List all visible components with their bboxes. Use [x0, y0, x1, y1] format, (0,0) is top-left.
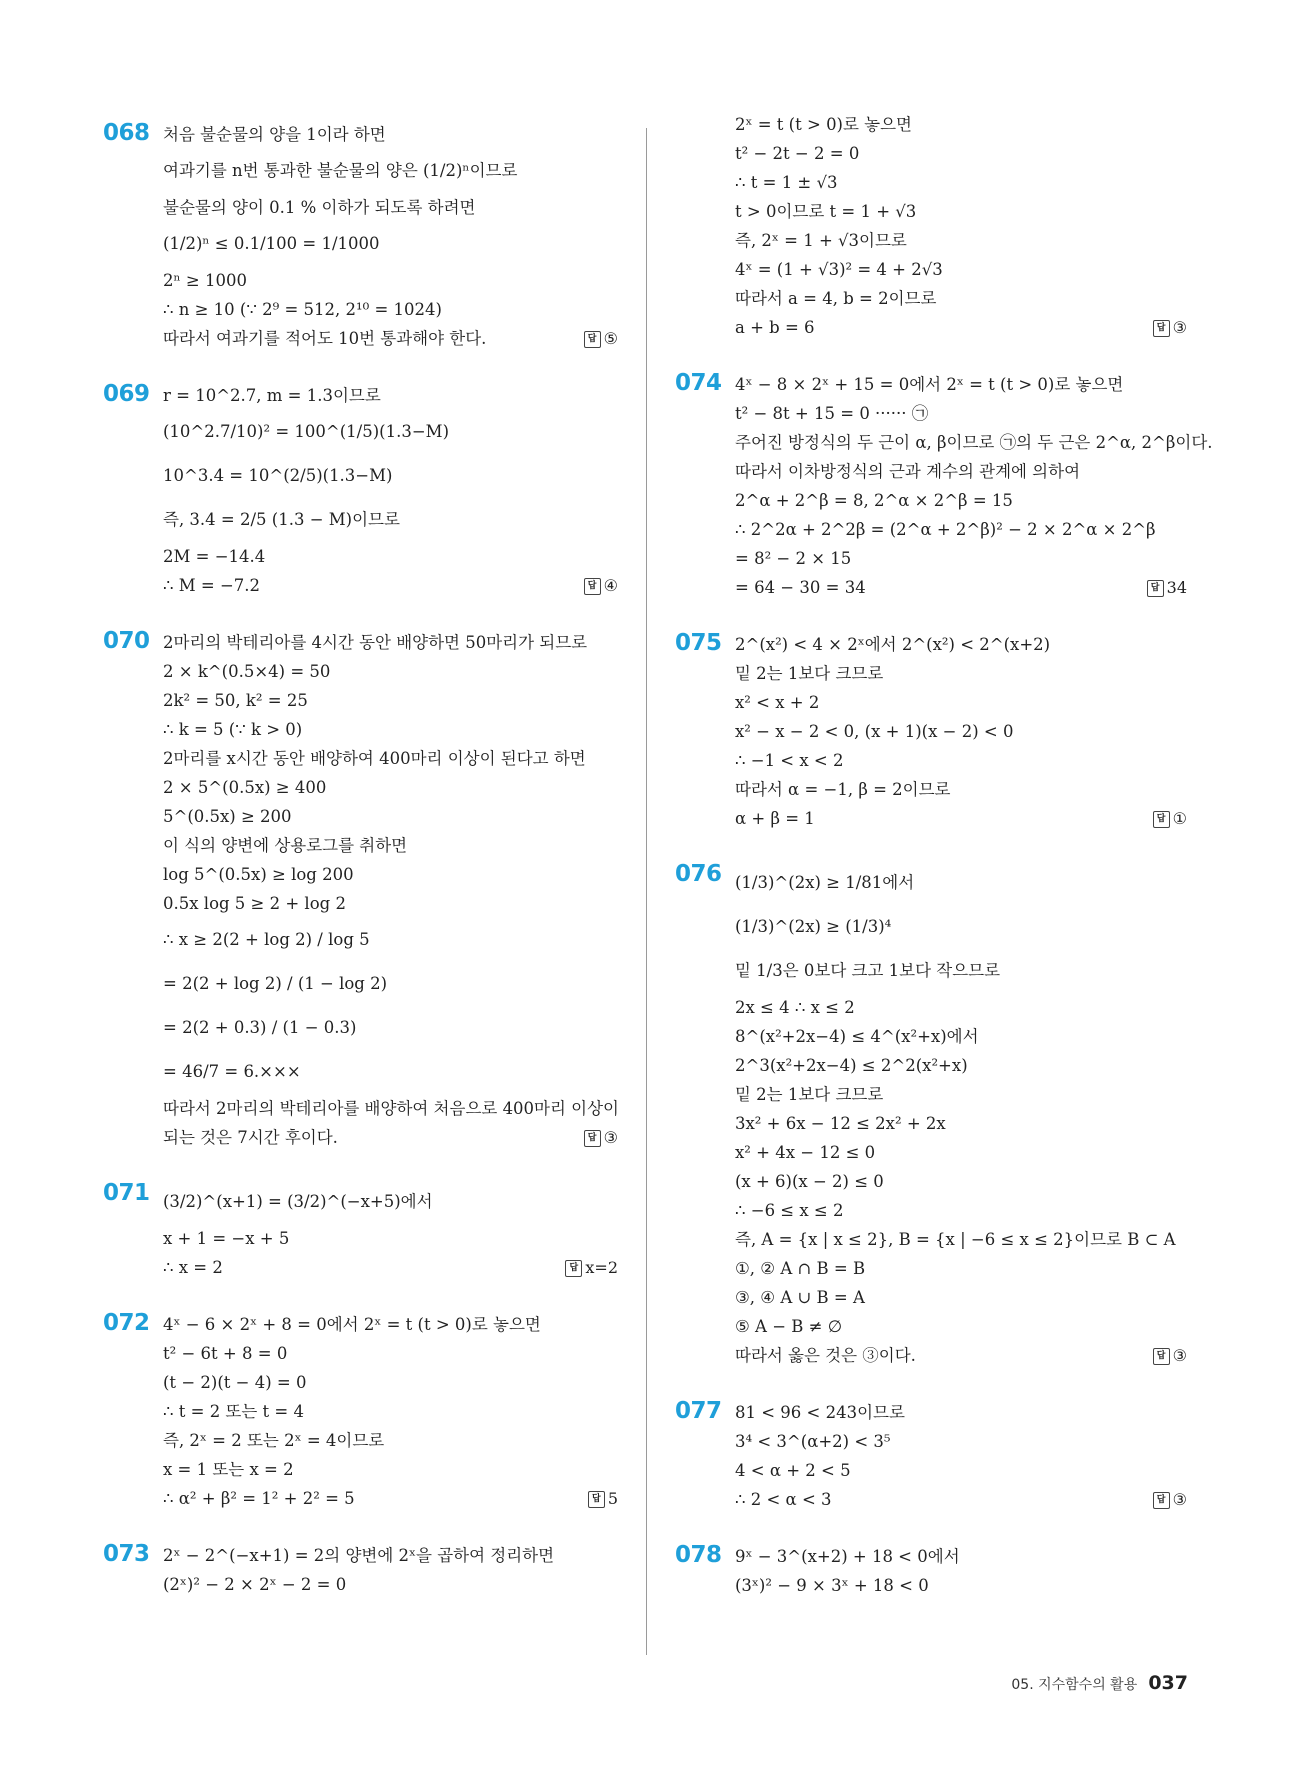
solution-line: ⑤ A − B ≠ ∅	[735, 1317, 843, 1336]
answer-value: ④	[603, 575, 618, 595]
answer-tag-icon: 답	[1153, 1492, 1170, 1509]
solution-line: (3/2)^(x+1) = (3/2)^(−x+5)에서	[163, 1192, 433, 1211]
answer-tag-icon: 답	[584, 578, 601, 595]
solution-line: 4ˣ − 8 × 2ˣ + 15 = 0에서 2ˣ = t (t > 0)로 놓으면	[735, 375, 1124, 394]
solution-line: ∴ −1 < x < 2	[735, 751, 844, 770]
answer-mark	[1153, 318, 1187, 337]
problem-number: 073	[103, 1541, 150, 1567]
solution-line: ∴ 2 < α < 3	[735, 1490, 832, 1509]
answer-value: ⑤	[603, 328, 618, 348]
solution-block	[103, 381, 618, 600]
solution-block	[103, 1541, 618, 1599]
solution-line: 2^(x²) < 4 × 2ˣ에서 2^(x²) < 2^(x+2)	[735, 635, 1051, 654]
solution-line: ∴ t = 2 또는 t = 4	[163, 1402, 304, 1421]
solution-line: (t − 2)(t − 4) = 0	[163, 1373, 307, 1392]
solution-block	[675, 630, 1187, 833]
solution-line: ∴ t = 1 ± √3	[735, 173, 838, 192]
answer-value: ③	[1172, 1489, 1187, 1509]
solution-line: 2마리의 박테리아를 4시간 동안 배양하면 50마리가 되므로	[163, 633, 588, 652]
answer-tag-icon: 답	[588, 1491, 605, 1508]
answer-tag-icon: 답	[1153, 811, 1170, 828]
solution-line: 2^3(x²+2x−4) ≤ 2^2(x²+x)	[735, 1056, 968, 1075]
left-column	[103, 120, 618, 1599]
solution-line: 처음 불순물의 양을 1이라 하면	[163, 125, 386, 144]
answer-value: ①	[1172, 808, 1187, 828]
solution-line: 따라서 옳은 것은 ③이다.	[735, 1346, 916, 1365]
solution-line: 따라서 여과기를 적어도 10번 통과해야 한다.	[163, 329, 487, 348]
solution-line: x² − x − 2 < 0, (x + 1)(x − 2) < 0	[735, 722, 1014, 741]
solution-body	[163, 1310, 618, 1513]
answer-value: 5	[607, 1488, 618, 1508]
answer-tag-icon: 답	[584, 331, 601, 348]
solution-line: a + b = 6	[735, 318, 815, 337]
page-number: 037	[1148, 1672, 1188, 1694]
solution-line: = 8² − 2 × 15	[735, 549, 852, 568]
solution-line: ③, ④ A ∪ B = A	[735, 1288, 865, 1307]
solution-block	[675, 1542, 1187, 1600]
solution-line: x² < x + 2	[735, 693, 820, 712]
solution-line: 4 < α + 2 < 5	[735, 1461, 851, 1480]
solution-line: 즉, 2ˣ = 1 + √3이므로	[735, 231, 907, 250]
solution-line: 즉, 3.4 = 2/5 (1.3 − M)이므로	[163, 510, 400, 529]
answer-mark	[588, 1489, 618, 1508]
solution-line: (2ˣ)² − 2 × 2ˣ − 2 = 0	[163, 1575, 347, 1594]
solution-line: ∴ k = 5 (∵ k > 0)	[163, 720, 303, 739]
problem-number: 076	[675, 861, 722, 887]
solution-line: 2k² = 50, k² = 25	[163, 691, 308, 710]
solution-block	[103, 1310, 618, 1513]
problem-number: 075	[675, 630, 722, 656]
solution-line: 여과기를 n번 통과한 불순물의 양은 (1/2)ⁿ이므로	[163, 161, 518, 180]
answer-mark	[1153, 809, 1187, 828]
solution-line: 3x² + 6x − 12 ≤ 2x² + 2x	[735, 1114, 946, 1133]
solution-body	[163, 120, 618, 353]
solution-line: (x + 6)(x − 2) ≤ 0	[735, 1172, 884, 1191]
solution-body	[735, 110, 1187, 342]
solution-line: 2x ≤ 4 ∴ x ≤ 2	[735, 998, 855, 1017]
solution-line: (3ˣ)² − 9 × 3ˣ + 18 < 0	[735, 1576, 929, 1595]
solution-line: ∴ x = 2	[163, 1258, 223, 1277]
solution-line: t > 0이므로 t = 1 + √3	[735, 202, 917, 221]
solution-line: 따라서 2마리의 박테리아를 배양하여 처음으로 400마리 이상이	[163, 1099, 619, 1118]
solution-line: log 5^(0.5x) ≥ log 200	[163, 865, 354, 884]
solution-block	[103, 628, 618, 1152]
solution-line: 2ˣ = t (t > 0)로 놓으면	[735, 115, 913, 134]
solution-line: α + β = 1	[735, 809, 815, 828]
page-footer	[1011, 1672, 1188, 1694]
solution-line: 불순물의 양이 0.1 % 이하가 되도록 하려면	[163, 198, 476, 217]
solution-block	[675, 110, 1187, 342]
solution-line: x = 1 또는 x = 2	[163, 1460, 294, 1479]
answer-value: ③	[1172, 317, 1187, 337]
chapter-title: 05. 지수함수의 활용	[1011, 1677, 1138, 1693]
solution-block	[675, 861, 1187, 1370]
answer-mark	[584, 1128, 618, 1147]
solution-body	[163, 628, 618, 1152]
solution-line: 밑 2는 1보다 크므로	[735, 664, 884, 683]
problem-number: 074	[675, 370, 722, 396]
solution-line: 2마리를 x시간 동안 배양하여 400마리 이상이 된다고 하면	[163, 749, 586, 768]
answer-tag-icon: 답	[1147, 580, 1164, 597]
problem-number: 077	[675, 1398, 722, 1424]
solution-body	[163, 1541, 618, 1599]
solution-line: 주어진 방정식의 두 근이 α, β이므로 ㉠의 두 근은 2^α, 2^β이다.	[735, 433, 1213, 452]
answer-value: ③	[1172, 1345, 1187, 1365]
answer-mark	[1147, 578, 1187, 597]
problem-number: 070	[103, 628, 150, 654]
solution-line: 4ˣ − 6 × 2ˣ + 8 = 0에서 2ˣ = t (t > 0)로 놓으면	[163, 1315, 541, 1334]
solution-line: 따라서 a = 4, b = 2이므로	[735, 289, 937, 308]
solution-line: t² − 6t + 8 = 0	[163, 1344, 288, 1363]
solution-block	[103, 120, 618, 353]
solution-line: x + 1 = −x + 5	[163, 1229, 290, 1248]
solution-line: x² + 4x − 12 ≤ 0	[735, 1143, 876, 1162]
solution-line: 4ˣ = (1 + √3)² = 4 + 2√3	[735, 260, 943, 279]
solution-line: 따라서 α = −1, β = 2이므로	[735, 780, 951, 799]
solution-line: ∴ α² + β² = 1² + 2² = 5	[163, 1489, 355, 1508]
problem-number: 078	[675, 1542, 722, 1568]
solution-line: 이 식의 양변에 상용로그를 취하면	[163, 836, 408, 855]
right-column	[675, 115, 1213, 1600]
solution-body	[735, 630, 1187, 833]
solution-body	[735, 1398, 1187, 1514]
solution-line: 2 × 5^(0.5x) ≥ 400	[163, 778, 327, 797]
solution-line: ∴ −6 ≤ x ≤ 2	[735, 1201, 844, 1220]
solution-line: ∴ M = −7.2	[163, 576, 261, 595]
answer-mark	[584, 329, 618, 348]
answer-value: x=2	[585, 1257, 618, 1277]
problem-number: 071	[103, 1180, 150, 1206]
solution-line: 81 < 96 < 243이므로	[735, 1403, 905, 1422]
solution-line: = 2(2 + 0.3) / (1 − 0.3)	[163, 1018, 357, 1037]
solution-line: 2^α + 2^β = 8, 2^α × 2^β = 15	[735, 491, 1013, 510]
answer-value: ③	[603, 1127, 618, 1147]
answer-tag-icon: 답	[1153, 320, 1170, 337]
solution-block	[103, 1180, 618, 1282]
solution-line: r = 10^2.7, m = 1.3이므로	[163, 386, 381, 405]
solution-body	[163, 381, 618, 600]
solution-line: 9ˣ − 3^(x+2) + 18 < 0에서	[735, 1547, 960, 1566]
solution-body	[163, 1180, 618, 1282]
solution-line: ∴ 2^2α + 2^2β = (2^α + 2^β)² − 2 × 2^α × 2^β	[735, 520, 1156, 539]
solution-line: 2ˣ − 2^(−x+1) = 2의 양변에 2ˣ을 곱하여 정리하면	[163, 1546, 555, 1565]
answer-tag-icon: 답	[565, 1260, 582, 1277]
solution-line: 즉, 2ˣ = 2 또는 2ˣ = 4이므로	[163, 1431, 385, 1450]
problem-number: 068	[103, 120, 150, 146]
solution-line: 2 × k^(0.5×4) = 50	[163, 662, 331, 681]
solution-line: (1/3)^(2x) ≥ 1/81에서	[735, 873, 915, 892]
solution-line: (1/2)ⁿ ≤ 0.1/100 = 1/1000	[163, 234, 380, 253]
solution-line: = 46/7 = 6.×××	[163, 1062, 301, 1081]
solution-body	[735, 370, 1213, 602]
answer-value: 34	[1166, 577, 1187, 597]
solution-line: 밑 2는 1보다 크므로	[735, 1085, 884, 1104]
solution-line: ∴ n ≥ 10 (∵ 2⁹ = 512, 2¹⁰ = 1024)	[163, 300, 442, 319]
solution-line: 5^(0.5x) ≥ 200	[163, 807, 292, 826]
answer-tag-icon: 답	[584, 1130, 601, 1147]
column-divider	[646, 128, 647, 1655]
solution-line: 따라서 이차방정식의 근과 계수의 관계에 의하여	[735, 462, 1081, 481]
solution-line: 되는 것은 7시간 후이다.	[163, 1128, 338, 1147]
solution-body	[735, 1542, 1187, 1600]
solution-line: 즉, A = {x | x ≤ 2}, B = {x | −6 ≤ x ≤ 2}이므로 B ⊂ A	[735, 1230, 1176, 1249]
solution-block	[675, 370, 1213, 602]
solution-body	[735, 861, 1187, 1370]
solution-line: t² − 8t + 15 = 0 ······ ㉠	[735, 404, 929, 423]
solution-line: 8^(x²+2x−4) ≤ 4^(x²+x)에서	[735, 1027, 979, 1046]
answer-tag-icon: 답	[1153, 1348, 1170, 1365]
solution-line: 0.5x log 5 ≥ 2 + log 2	[163, 894, 346, 913]
solution-line: 2ⁿ ≥ 1000	[163, 271, 247, 290]
problem-number: 069	[103, 381, 150, 407]
answer-mark	[1153, 1346, 1187, 1365]
answer-mark	[1153, 1490, 1187, 1509]
solution-line: ∴ x ≥ 2(2 + log 2) / log 5	[163, 930, 370, 949]
solution-line: 2M = −14.4	[163, 547, 266, 566]
solution-line: = 2(2 + log 2) / (1 − log 2)	[163, 974, 388, 993]
solution-line: t² − 2t − 2 = 0	[735, 144, 860, 163]
solution-line: 3⁴ < 3^(α+2) < 3⁵	[735, 1432, 891, 1451]
solution-line: 밑 1/3은 0보다 크고 1보다 작으므로	[735, 961, 1001, 980]
solution-block	[675, 1398, 1187, 1514]
answer-mark	[584, 576, 618, 595]
solution-line: (10^2.7/10)² = 100^(1/5)(1.3−M)	[163, 422, 450, 441]
solution-line: = 64 − 30 = 34	[735, 578, 866, 597]
solution-line: (1/3)^(2x) ≥ (1/3)⁴	[735, 917, 892, 936]
solution-line: 10^3.4 = 10^(2/5)(1.3−M)	[163, 466, 393, 485]
problem-number: 072	[103, 1310, 150, 1336]
answer-mark	[565, 1258, 618, 1277]
solution-line: ①, ② A ∩ B = B	[735, 1259, 866, 1278]
